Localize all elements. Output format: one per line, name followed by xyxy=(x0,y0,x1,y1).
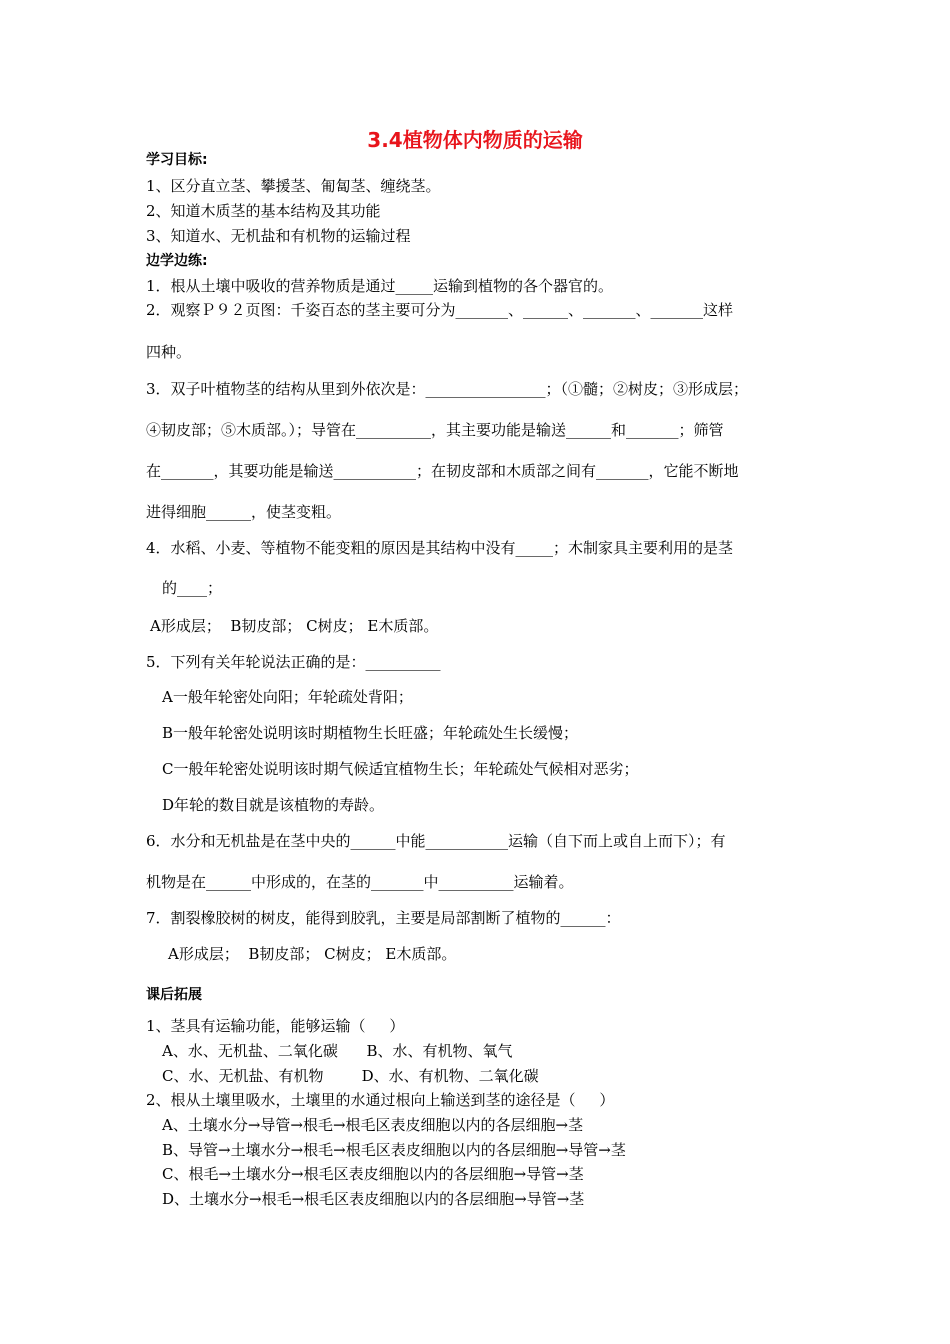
practice-line: 的____； xyxy=(162,579,223,597)
extension-option: A、土壤水分→导管→根毛→根毛区表皮细胞以内的各层细胞→茎 xyxy=(162,1116,584,1134)
practice-line: 3．双子叶植物茎的结构从里到外依次是：________________；（①髓；②树皮；③形成层； xyxy=(146,380,749,398)
extension-option: C、根毛→土壤水分→根毛区表皮细胞以内的各层细胞→导管→茎 xyxy=(162,1165,584,1183)
practice-line: 7．割裂橡胶树的树皮，能得到胶乳，主要是局部割断了植物的______： xyxy=(146,909,621,927)
practice-line: 6．水分和无机盐是在茎中央的______中能___________运输（自下而上或自上而下）；有 xyxy=(146,832,726,850)
extension-option: A、水、无机盐、二氧化碳 B、水、有机物、氧气 xyxy=(162,1042,513,1060)
goals-heading: 学习目标: xyxy=(146,152,208,168)
practice-line: 在_______，其要功能是输送___________；在韧皮部和木质部之间有_______，它能不断地 xyxy=(146,462,739,480)
page-title: 3.4植物体内物质的运输 xyxy=(367,128,583,152)
practice-line: 机物是在______中形成的，在茎的_______中__________运输着。 xyxy=(146,873,574,891)
extension-option: C、水、无机盐、有机物 D、水、有机物、二氧化碳 xyxy=(162,1067,539,1085)
option-line: D年轮的数目就是该植物的寿龄。 xyxy=(162,796,385,814)
practice-line: ④韧皮部；⑤木质部。）；导管在__________，其主要功能是输送______和_______；筛管 xyxy=(146,421,724,439)
extension-option: D、土壤水分→根毛→根毛区表皮细胞以内的各层细胞→导管→茎 xyxy=(162,1190,585,1208)
extension-line: 1、茎具有运输功能，能够运输（ ） xyxy=(146,1017,405,1035)
practice-line: 四种。 xyxy=(146,343,192,361)
practice-line: 4．水稻、小麦、等植物不能变粗的原因是其结构中没有_____；木制家具主要利用的是茎 xyxy=(146,539,734,557)
practice-line: 进得细胞______，使茎变粗。 xyxy=(146,503,342,521)
practice-line: 5．下列有关年轮说法正确的是：__________ xyxy=(146,653,441,671)
option-line: A形成层； B韧皮部； C树皮； E木质部。 xyxy=(150,617,439,635)
extension-line: 2、根从土壤里吸水，土壤里的水通过根向上输送到茎的途径是（ ） xyxy=(146,1091,615,1109)
option-line: B一般年轮密处说明该时期植物生长旺盛；年轮疏处生长缓慢； xyxy=(162,724,579,742)
practice-line: 2．观察Ｐ９２页图：千姿百态的茎主要可分为_______、______、_______、_______这样 xyxy=(146,301,734,319)
option-line: A形成层； B韧皮部； C树皮； E木质部。 xyxy=(168,945,457,963)
goal-item: 1、区分直立茎、攀援茎、匍匐茎、缠绕茎。 xyxy=(146,177,441,195)
goal-item: 3、知道水、无机盐和有机物的运输过程 xyxy=(146,227,411,245)
option-line: C一般年轮密处说明该时期气候适宜植物生长；年轮疏处气候相对恶劣； xyxy=(162,760,639,778)
goal-item: 2、知道木质茎的基本结构及其功能 xyxy=(146,202,381,220)
practice-heading: 边学边练: xyxy=(146,253,208,269)
option-line: A一般年轮密处向阳；年轮疏处背阳； xyxy=(162,688,413,706)
practice-line: 1．根从土壤中吸收的营养物质是通过_____运输到植物的各个器官的。 xyxy=(146,277,614,295)
extension-option: B、导管→土壤水分→根毛→根毛区表皮细胞以内的各层细胞→导管→茎 xyxy=(162,1141,626,1159)
extension-heading: 课后拓展 xyxy=(146,987,202,1003)
